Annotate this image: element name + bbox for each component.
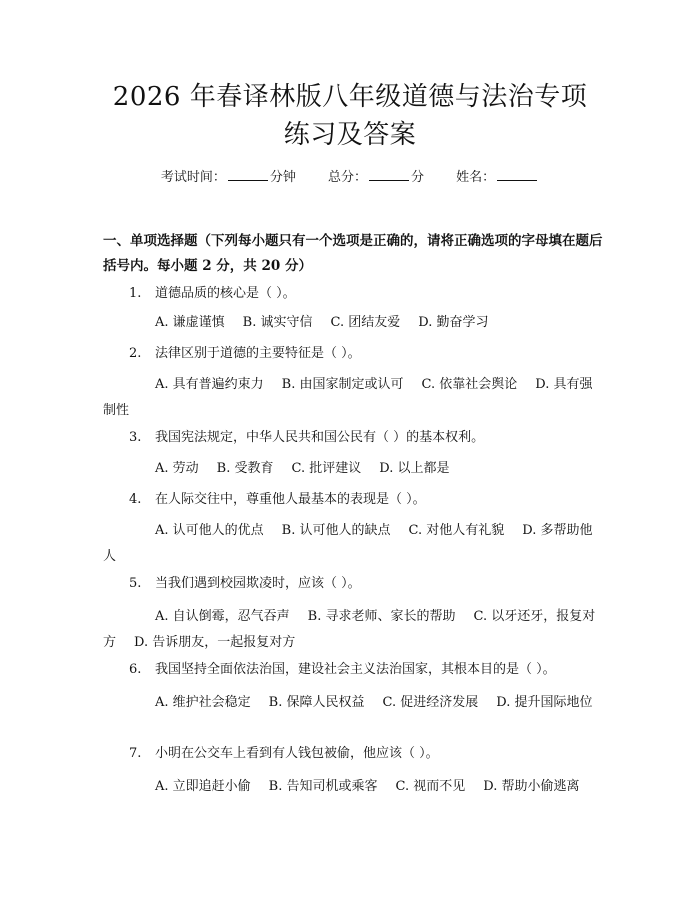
exam-score	[328, 168, 424, 187]
option-a: A. 认可他人的优点	[155, 523, 264, 538]
name-blank	[497, 168, 537, 181]
question-2-options	[103, 372, 603, 424]
question-4-options	[103, 518, 603, 570]
option-b: B. 受教育	[216, 461, 274, 476]
score-unit: 分	[411, 170, 425, 185]
question-number: 6.	[129, 662, 142, 677]
question-7	[103, 742, 603, 766]
score-label: 总分：	[327, 170, 367, 185]
question-text: 当我们遇到校园欺凌时，应该（ ）。	[155, 576, 361, 591]
option-d: D. 帮助小偷逃离	[483, 779, 580, 794]
question-number: 1.	[129, 286, 142, 301]
question-1-options	[103, 310, 603, 336]
question-3	[103, 426, 603, 450]
name-label: 姓名：	[456, 170, 496, 185]
option-c: C. 批评建议	[291, 461, 362, 476]
time-unit: 分钟	[269, 170, 296, 185]
option-c: C. 视而不见	[395, 779, 466, 794]
question-text: 我国坚持全面依法治国，建设社会主义法治国家，其根本目的是（ ）。	[155, 662, 556, 677]
option-b: B. 认可他人的缺点	[281, 523, 391, 538]
question-number: 4.	[129, 492, 142, 507]
time-label: 考试时间：	[160, 170, 226, 185]
question-5-options	[103, 604, 603, 656]
question-1	[103, 282, 603, 306]
question-number: 7.	[129, 746, 142, 761]
time-blank	[228, 168, 268, 181]
option-a: A. 谦虚谨慎	[155, 315, 225, 330]
option-d: D. 以上都是	[379, 461, 450, 476]
option-b: B. 诚实守信	[242, 315, 313, 330]
option-d: D. 提升国际地位	[496, 695, 593, 710]
option-b: B. 告知司机或乘客	[268, 779, 378, 794]
question-text: 在人际交往中，尊重他人最基本的表现是（ ）。	[155, 492, 426, 507]
question-text: 法律区别于道德的主要特征是（ ）。	[155, 346, 361, 361]
option-a: A. 维护社会稳定	[155, 695, 251, 710]
option-a: A. 劳动	[155, 461, 199, 476]
exam-time	[161, 168, 296, 187]
section-heading: 一、单项选择题（下列每小题只有一个选项是正确的，请将正确选项的字母填在题后括号内。每小题 2 分，共 20 分）	[103, 233, 603, 274]
question-text: 道德品质的核心是（ ）。	[155, 286, 296, 301]
question-5	[103, 572, 603, 596]
option-c: C. 对他人有礼貌	[408, 523, 505, 538]
option-b: B. 保障人民权益	[268, 695, 365, 710]
question-number: 3.	[129, 430, 142, 445]
question-7-options	[103, 774, 603, 800]
option-c: C. 依靠社会舆论	[421, 377, 518, 392]
score-blank	[369, 168, 409, 181]
option-b: B. 由国家制定或认可	[281, 377, 404, 392]
exam-meta	[0, 168, 700, 187]
option-d: D. 勤奋学习	[418, 315, 489, 330]
option-c: C. 以牙还牙，报复对方	[103, 609, 596, 650]
question-4	[103, 488, 603, 512]
question-text: 小明在公交车上看到有人钱包被偷，他应该（ ）。	[155, 746, 439, 761]
question-6	[103, 658, 603, 682]
option-c: C. 团结友爱	[330, 315, 401, 330]
exam-name	[456, 168, 539, 187]
question-2	[103, 342, 603, 366]
question-3-options	[103, 456, 603, 482]
option-a: A. 具有普遍约束力	[155, 377, 264, 392]
option-d: D. 告诉朋友，一起报复对方	[134, 635, 296, 650]
option-c: C. 促进经济发展	[382, 695, 479, 710]
question-6-options	[103, 690, 603, 716]
page-title: 2026 年春译林版八年级道德与法治专项练习及答案	[112, 82, 588, 150]
option-d: D. 多帮助他人	[103, 523, 593, 564]
option-b: B. 寻求老师、家长的帮助	[307, 609, 456, 624]
option-d: D. 具有强制性	[103, 377, 593, 418]
question-text: 我国宪法规定，中华人民共和国公民有（ ）的基本权利。	[155, 430, 485, 445]
question-number: 2.	[129, 346, 142, 361]
option-a: A. 立即追赶小偷	[155, 779, 251, 794]
question-number: 5.	[129, 576, 142, 591]
option-a: A. 自认倒霉，忍气吞声	[155, 609, 290, 624]
